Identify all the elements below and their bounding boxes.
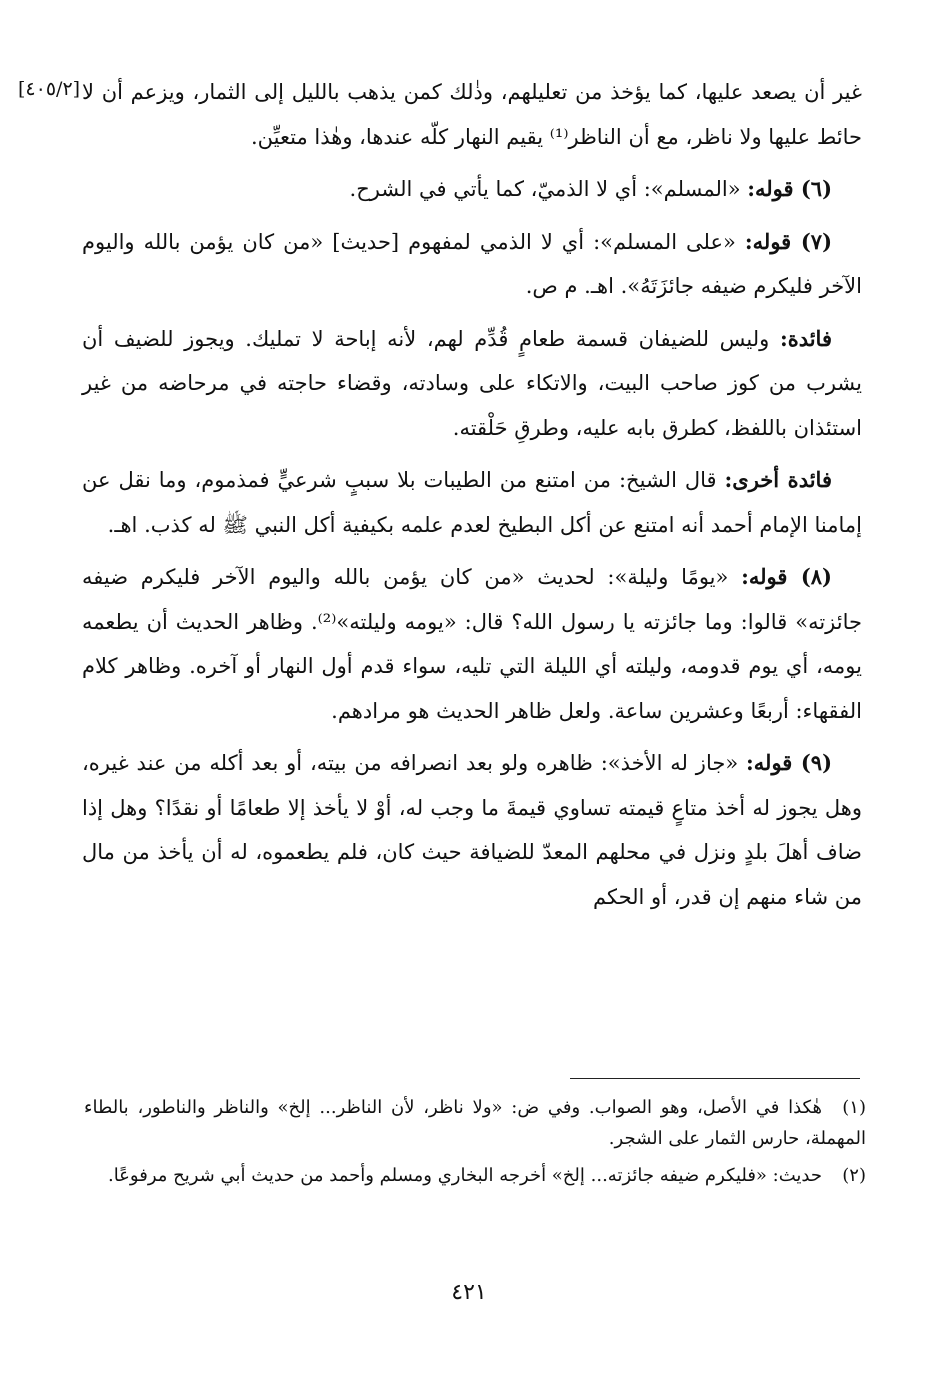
footnote-number: (٢) [842,1165,866,1186]
footnote-separator [570,1078,860,1079]
paragraph-another-benefit [82,458,862,547]
paragraph-label: فائدة أخرى: [724,467,832,492]
paragraph-note-9 [82,741,862,919]
paragraph-benefit [82,317,862,451]
main-text [82,70,862,927]
paragraph-text: «يومًا وليلة»: لحديث «من كان يؤمن بالله واليوم الآخر فليكرم ضيفه جائزته» قالوا: وما جائزته يا رسول الله؟ قال: «يومه وليلته»⁽²⁾. وظاهر الحديث أن يطعمه يومه، أي يوم قدومه، وليلته أي الليلة التي تليه، سواء قدم أول النهار أو آخره. وظاهر كلام الفقهاء: أربعًا وعشرين ساعة. ولعل ظاهر الحديث هو مرادهم. [82,565,862,723]
paragraph-text: «المسلم»: أي لا الذميّ، كما يأتي في الشرح. [349,177,741,201]
footnote-text: هٰكذا في الأصل، وهو الصواب. وفي ض: «ولا ناظر، لأن الناظر... إلخ» والناظر والناطور، بالطاء المهملة، حارس الثمار على الشجر. [84,1097,866,1149]
paragraph-text: وليس للضيفان قسمة طعامٍ قُدِّم لهم، لأنه إباحة لا تمليك. ويجوز للضيف أن يشرب من كوز صاحب البيت، والاتكاء على وسادته، وقضاء حاجته في مرحاضه من غير استئذان باللفظ، كطرق بابه عليه، وطرقِ حَلْقته. [82,326,862,440]
paragraph-label: (٦) قوله: [747,176,832,201]
footnote-2 [84,1160,866,1191]
footnote-1 [84,1092,866,1154]
paragraph-text: «جاز له الأخذ»: ظاهره ولو بعد انصرافه من بيته، أو بعد أكله من عند غيره، وهل يجوز له أخذ متاعٍ قيمته تساوي قيمةَ ما وجب له، أوْ لا يأخذ إلا طعامًا أو نقدًا؟ وهل إذا ضاف أهلَ بلدٍ ونزل في محلهم المعدّ للضيافة حيث كان، فلم يطعموه، له أن يأخذ من مال من شاء منهم إن قدر، أو الحكم [82,751,862,909]
page-number: ٤٢١ [451,1280,487,1305]
paragraph-text: قال الشيخ: من امتنع من الطيبات بلا سببٍ شرعيٍّ فمذموم، وما نقل عن إمامنا الإمام أحمد أنه امتنع عن أكل البطيخ لعدم علمه بكيفية أكل النبي ﷺ له كذب. اهـ. [82,468,862,537]
footnotes [84,1092,866,1197]
paragraph-continuation [82,70,862,159]
paragraph-label: فائدة: [779,325,832,351]
paragraph-note-8 [82,555,862,733]
paragraph-label: (٨) قوله: [741,564,832,589]
footnote-text: حديث: «فليكرم ضيفه جائزته... إلخ» أخرجه البخاري ومسلم وأحمد من حديث أبي شريح مرفوعًا. [107,1165,822,1186]
paragraph-text: غير أن يصعد عليها، كما يؤخذ من تعليلهم، وذٰلك كمن يذهب بالليل إلى الثمار، ويزعم أن لا حائط عليها ولا ناظر، مع أن الناظر⁽¹⁾ يقيم النهار كلّه عندها، وهٰذا متعيِّن. [82,80,862,149]
margin-volume-page-marker: [٤٠٥/٢] [18,78,81,100]
paragraph-label: (٩) قوله: [746,750,832,775]
paragraph-label: (٧) قوله: [744,228,832,254]
paragraph-note-6 [82,167,862,212]
footnote-number: (١) [842,1097,866,1118]
paragraph-text: «على المسلم»: أي لا الذمي لمفهوم [حديث] «من كان يؤمن بالله واليوم الآخر فليكرم ضيفه جائزَتَهُ». اهـ. م ص. [82,229,862,298]
paragraph-note-7 [82,220,862,309]
